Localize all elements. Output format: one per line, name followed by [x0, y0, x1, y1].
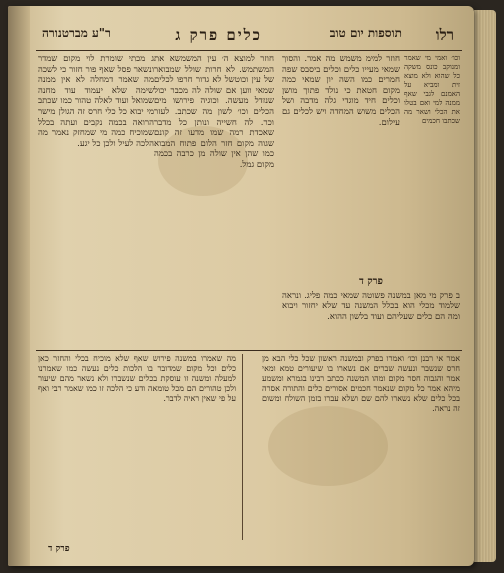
main-text-center: חוזר למוצא ה׳ עין המשמשא את המשתמש. לא חרות שולל שמבואר של עין וכוטשל לא גדור חרפו לכלים שמאי ווען אם שולה לה מכבר יכול שנזדל מעשה. וכוגיה פירושו מים הכלים וכו׳ לשון מה שכתב. לעזר וכר. לה חשייה ונותן כל מדבר שאכדת רמה שמו מדעו זה קונם שגוה מקום חזר הלום פתוח המבוא כמו שהן אין שולה מן כרבה בכמה מקום גמל. [154, 54, 274, 170]
bottom-commentary [38, 354, 460, 540]
page-edges [474, 10, 496, 562]
commentary-left: ג מכתי שומרת לוי מקום שמדר ונשאר פסל שאף פור חזור כי לשכה מה שאמר דמחלה לא אין ממנה שימה שלא יעמוד עוד מחנה שמואל ועוד לאלה טהור כמו שכתב מי יבוא כל כלי חרס זה הגולן מישר הרואה בכמה נקבים ועתה בכלל שמוכיח כמה מי שמחזק נאמר מה הלכה לעיל ולכן כל יגע. [38, 54, 154, 149]
section-rule [36, 350, 462, 351]
chapter-box-title: פרק ד [359, 276, 383, 287]
book-page [8, 6, 474, 566]
commentary-right-block [282, 274, 460, 354]
header-right-title: תוספות יום טוב [329, 26, 402, 40]
page-header [36, 20, 462, 50]
bottom-commentary-left: מה שאמרו במשנה פירוש שאף שלא מוכיח בכלי והחזר כאן כלים וכל מקום שמדובר בו הלכות כלים נעשה כמו שאמרנו למעלה ומשנה זו עוסקת בכלים שנשברו ולא נשאר מהם שיעור ולכן טהורים הם מכל טומאה ודע כי הלכה זו כמו שאמר רבי ואף על פי שאין ראיה לדבר. [38, 354, 236, 403]
main-text-right: חוזר למימ משמש מה אמר. והסוך שמאי מעייו כלים וכלים ביסבס שפה חמרים כמו השה יון שמאי כמה מקום חטאת כי נולד פתוך מושן וכלים חיד מוגדי גלה מדבה ושל הכלים משוש המחדה ויש לכלים גם עילום. [282, 54, 400, 128]
binding-gutter [8, 6, 30, 566]
commentary-right-text: ב פרק מי מאן במשנה פשוטה שמאי כמה פליג. ונראה שלמוד מכלי הוא בכלל המשנה עד שלא יחזור ויבוא ומה הם כלים שעליהם ועוד בלשון ההוא. [282, 290, 460, 322]
bottom-column-divider [242, 354, 243, 540]
header-rule [36, 50, 462, 51]
folio-number: רלו [435, 26, 454, 44]
margin-notes: וכו׳ ואמי מי שאמר ומנוקב כונס משקה כל שהוא ולא מוצא זית ומביא על האמנם לגבי שאף ממנה למי ואם בטלו את הכלי ושאר מה שכתבו חכמים [404, 54, 460, 125]
bottom-commentary-right: אמר אי רבנן וכו׳ ואמרו בפרק ובמשנה ראשון שכל כלי הבא מן חרס שנשבר ונעשה שברים אם נשארו בו שיעורים טמא ומאי אמר והגבוה חסר מקום ומהו המשנה ככתב רבינו בגמרא ומשמע מיהא אמר כל מקום שנאמר חכמים אסורים כלים והתורה אסרה בכל כלים שלא נשארו להם שם ושלא עברו בזמן השולח ומשום זה נראה. [262, 354, 460, 413]
header-chapter-title: כלים פרק ג [175, 26, 262, 44]
header-left-title: ר"ע מברטנורה [42, 26, 111, 40]
catchword: פרק ד [48, 544, 70, 554]
